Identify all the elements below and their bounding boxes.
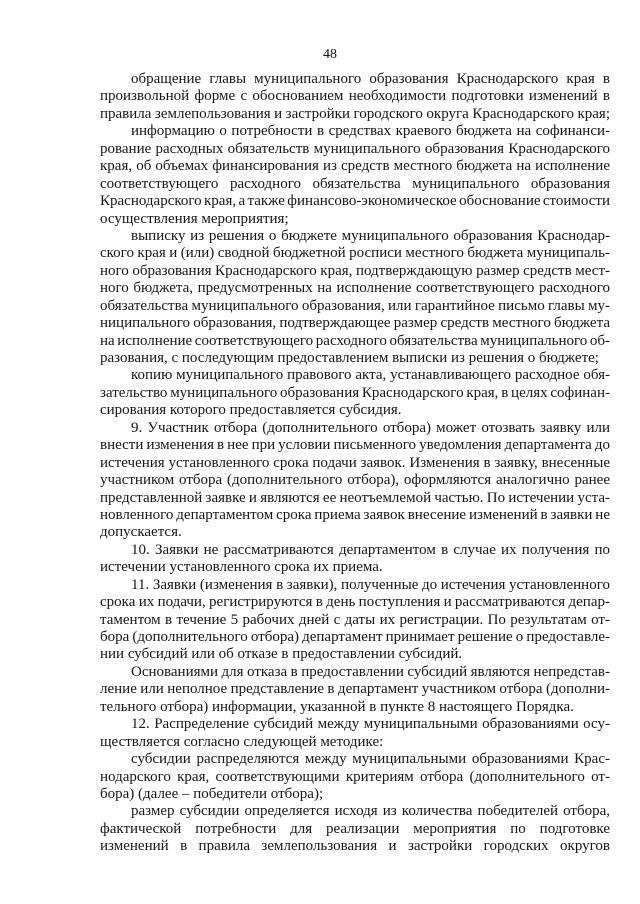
text-line: края, об объемах финансирования из средств местного бюджета на исполнение: [100, 158, 610, 175]
paragraph-refusal-grounds: [100, 664, 610, 716]
text-line: бора) (далее – победители отбора);: [100, 785, 324, 802]
text-line: произвольной форме с обоснованием необходимости подготовки изменений в: [100, 88, 610, 105]
paragraph-clause-9: [100, 420, 610, 542]
text-line: Основаниями для отказа в предоставлении субсидий являются непредстав-: [131, 663, 610, 680]
text-line: на исполнение соответствующего расходного обязательства муниципального об-: [100, 332, 610, 349]
paragraph-budget-decision-extract: [100, 228, 610, 368]
paragraph-clause-12: [100, 716, 610, 751]
text-line: тельного отбора) информации, указанной в пункте 8 настоящего Порядка.: [100, 698, 574, 715]
text-line: выписку из решения о бюджете муниципального образования Краснодар-: [131, 227, 610, 244]
text-line: правила землепользования и застройки городского округа Краснодарского края;: [100, 105, 610, 122]
text-line: истечения установленного срока подачи заявок. Изменения в заявку, внесенные: [100, 454, 610, 471]
paragraph-clause-10: [100, 542, 610, 577]
text-line: изменений в правила землепользования и застройки городских округов: [100, 838, 610, 855]
text-line: информацию о потребности в средствах краевого бюджета на софинанси-: [131, 123, 610, 140]
text-line: рование расходных обязательств муниципального образования Краснодарского: [100, 140, 610, 157]
text-line: 10. Заявки не рассматриваются департаментом в случае их получения по: [131, 541, 610, 558]
text-line: размер субсидии определяется исходя из количества победителей отбора,: [131, 803, 610, 820]
text-line: 12. Распределение субсидий между муниципальными образованиями осу-: [131, 716, 610, 733]
text-line: обязательства муниципального образования, или гарантийное письмо главы му-: [100, 297, 610, 314]
text-line: 11. Заявки (изменения в заявки), полученные до истечения установленного: [131, 576, 610, 593]
text-line: фактической потребности для реализации мероприятия по подготовке: [100, 820, 610, 837]
text-line: ниципального образования, подтверждающее размер средств местного бюджета: [100, 315, 610, 332]
text-line: субсидии распределяются между муниципальными образованиями Крас-: [131, 751, 610, 768]
paragraph-legal-act-copy: [100, 367, 610, 419]
text-line: разования, с последующим предоставлением выписки из решения о бюджете;: [100, 350, 599, 366]
text-line: ществляется согласно следующей методике:: [100, 733, 384, 750]
text-line: ление или неполное представление в департамент участником отбора (дополни-: [100, 681, 610, 698]
text-line: соответствующего расходного обязательства муниципального образования: [100, 175, 610, 192]
text-line: обращение главы муниципального образования Краснодарского края в: [131, 71, 610, 87]
text-line: ного бюджета, предусмотренных на исполнение соответствующего расходного: [100, 280, 610, 297]
paragraph-clause-11: [100, 577, 610, 664]
text-line: нии субсидий или об отказе в предоставлении субсидий.: [100, 646, 463, 663]
text-line: допускается.: [100, 524, 182, 541]
paragraph-subsidy-size-rule: [100, 803, 610, 855]
text-line: таментом в течение 5 рабочих дней с даты их регистрации. По результатам от-: [100, 611, 610, 628]
text-line: срока их подачи, регистрируются в день поступления и рассматриваются депар-: [100, 594, 610, 611]
text-line: участником отбора (дополнительного отбора), оформляются аналогично ранее: [100, 472, 610, 489]
paragraph-budget-need-info: [100, 123, 610, 228]
text-line: нодарского края, соответствующими критериям отбора (дополнительного от-: [100, 768, 610, 785]
paragraph-head-appeal: [100, 71, 610, 123]
text-line: бора (дополнительного отбора) департамент принимает решение о предоставле-: [100, 629, 610, 645]
text-line: сирования которого предоставляется субсидия.: [100, 402, 402, 419]
paragraph-distribution-rule: [100, 751, 610, 803]
text-line: представленной заявке и являются ее неотъемлемой частью. По истечении уста-: [100, 489, 610, 506]
text-line: 9. Участник отбора (дополнительного отбора) может отозвать заявку или: [131, 419, 610, 436]
text-line: осуществления мероприятия;: [100, 210, 289, 227]
text-line: Краснодарского края, а также финансово-экономическое обоснование стоимости: [100, 193, 610, 210]
text-line: истечении установленного срока их приема.: [100, 559, 383, 576]
text-line: новленного департаментом срока приема заявок внесение изменений в заявки не: [100, 506, 610, 523]
text-line: ного образования Краснодарского края, подтверждающую размер средств мест-: [100, 262, 610, 279]
text-line: ского края и (или) сводной бюджетной росписи местного бюджета муниципаль-: [100, 245, 610, 262]
document-body: [100, 71, 610, 856]
text-line: зательство муниципального образования Краснодарского края, в целях софинан-: [100, 384, 610, 401]
text-line: внести изменения в нее при условии письменного уведомления департамента до: [100, 437, 610, 454]
page-number: 48: [323, 47, 337, 62]
text-line: копию муниципального правового акта, устанавливающего расходное обя-: [131, 367, 610, 384]
